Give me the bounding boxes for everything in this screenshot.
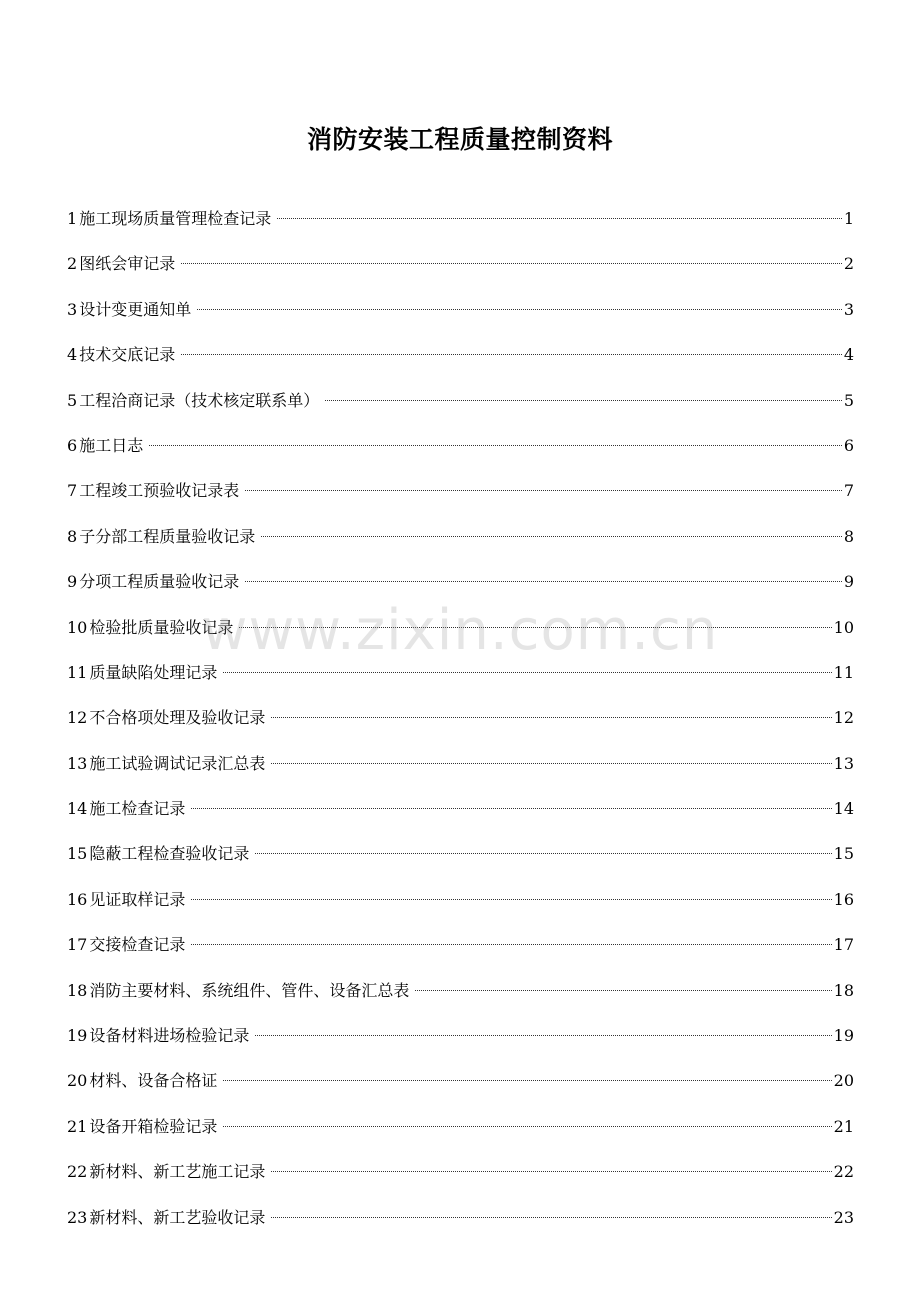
toc-entry[interactable] xyxy=(67,797,854,842)
toc-entry-title: 检验批质量验收记录 xyxy=(89,617,234,637)
toc-page-number: 18 xyxy=(833,980,854,1000)
toc-entry-title: 施工日志 xyxy=(79,435,144,455)
toc-dot-leader xyxy=(277,218,842,219)
toc-dot-leader xyxy=(415,990,831,991)
toc-entry-title: 消防主要材料、系统组件、管件、设备汇总表 xyxy=(89,980,410,1000)
toc-entry-title: 质量缺陷处理记录 xyxy=(89,662,218,682)
toc-page-number: 8 xyxy=(843,526,854,546)
toc-dot-leader xyxy=(245,490,842,491)
toc-entry-title: 技术交底记录 xyxy=(79,345,176,365)
toc-page-number: 21 xyxy=(833,1116,854,1136)
toc-entry-number: 12 xyxy=(67,708,88,728)
toc-entry[interactable] xyxy=(67,479,854,524)
toc-page-number: 14 xyxy=(833,799,854,819)
toc-entry-title: 子分部工程质量验收记录 xyxy=(79,526,256,546)
toc-dot-leader xyxy=(271,717,831,718)
toc-dot-leader xyxy=(149,445,842,446)
toc-dot-leader xyxy=(223,1126,831,1127)
toc-entry-title: 图纸会审记录 xyxy=(79,254,176,274)
toc-entry[interactable] xyxy=(67,207,854,252)
toc-page-number: 17 xyxy=(833,935,854,955)
toc-entry-title: 材料、设备合格证 xyxy=(89,1071,218,1091)
toc-entry[interactable] xyxy=(67,1206,854,1251)
toc-entry[interactable] xyxy=(67,1024,854,1069)
toc-dot-leader xyxy=(255,1035,831,1036)
toc-entry[interactable] xyxy=(67,1160,854,1205)
toc-dot-leader xyxy=(325,400,842,401)
toc-page-number: 9 xyxy=(843,572,854,592)
toc-entry-number: 17 xyxy=(67,935,88,955)
toc-dot-leader xyxy=(191,944,831,945)
toc-entry[interactable] xyxy=(67,252,854,297)
toc-dot-leader xyxy=(181,354,842,355)
toc-page-number: 20 xyxy=(833,1071,854,1091)
toc-entry-number: 8 xyxy=(67,526,78,546)
toc-entry[interactable] xyxy=(67,298,854,343)
toc-page-number: 3 xyxy=(843,299,854,319)
toc-entry-number: 16 xyxy=(67,889,88,909)
toc-entry-number: 1 xyxy=(67,209,78,228)
toc-page-number: 2 xyxy=(843,254,854,274)
toc-entry-title: 见证取样记录 xyxy=(89,889,186,909)
toc-entry-number: 5 xyxy=(67,390,78,410)
toc-entry-title: 工程洽商记录（技术核定联系单） xyxy=(79,390,320,410)
toc-dot-leader xyxy=(261,536,842,537)
toc-page-number: 10 xyxy=(833,617,854,637)
toc-dot-leader xyxy=(271,1217,831,1218)
toc-entry[interactable] xyxy=(67,661,854,706)
toc-entry-title: 施工试验调试记录汇总表 xyxy=(89,753,266,773)
toc-dot-leader xyxy=(191,808,831,809)
toc-page-number: 13 xyxy=(833,753,854,773)
toc-entry[interactable] xyxy=(67,389,854,434)
toc-entry-title: 隐蔽工程检查验收记录 xyxy=(89,844,250,864)
toc-entry[interactable] xyxy=(67,570,854,615)
toc-entry[interactable] xyxy=(67,979,854,1024)
toc-dot-leader xyxy=(223,672,831,673)
toc-entry-number: 23 xyxy=(67,1207,88,1227)
toc-dot-leader xyxy=(223,1080,831,1081)
toc-entry-title: 新材料、新工艺验收记录 xyxy=(89,1207,266,1227)
toc-entry[interactable] xyxy=(67,752,854,797)
toc-entry-number: 22 xyxy=(67,1162,88,1182)
watermark: www.zixin.com.cn xyxy=(201,598,719,663)
table-of-contents xyxy=(67,207,854,1251)
toc-entry-title: 施工现场质量管理检查记录 xyxy=(79,209,272,228)
toc-page-number: 16 xyxy=(833,889,854,909)
toc-dot-leader xyxy=(181,263,842,264)
toc-entry-title: 设备材料进场检验记录 xyxy=(89,1026,250,1046)
toc-entry-title: 交接检查记录 xyxy=(89,935,186,955)
toc-entry-title: 工程竣工预验收记录表 xyxy=(79,481,240,501)
toc-page-number: 22 xyxy=(833,1162,854,1182)
toc-entry[interactable] xyxy=(67,616,854,661)
toc-entry-number: 21 xyxy=(67,1116,88,1136)
toc-dot-leader xyxy=(191,899,831,900)
toc-entry-number: 7 xyxy=(67,481,78,501)
toc-dot-leader xyxy=(271,763,831,764)
toc-page-number: 15 xyxy=(833,844,854,864)
toc-entry[interactable] xyxy=(67,888,854,933)
toc-entry-title: 设备开箱检验记录 xyxy=(89,1116,218,1136)
toc-entry-number: 19 xyxy=(67,1026,88,1046)
toc-entry[interactable] xyxy=(67,842,854,887)
toc-entry-title: 设计变更通知单 xyxy=(79,299,192,319)
toc-dot-leader xyxy=(245,581,842,582)
toc-entry-number: 13 xyxy=(67,753,88,773)
toc-dot-leader xyxy=(255,853,831,854)
toc-dot-leader xyxy=(197,309,842,310)
toc-dot-leader xyxy=(271,1171,831,1172)
toc-entry[interactable] xyxy=(67,706,854,751)
toc-page-number: 23 xyxy=(833,1207,854,1227)
toc-entry[interactable] xyxy=(67,933,854,978)
toc-page-number: 1 xyxy=(843,209,854,228)
toc-page-number: 6 xyxy=(843,435,854,455)
toc-entry-number: 4 xyxy=(67,345,78,365)
toc-entry-number: 15 xyxy=(67,844,88,864)
toc-entry[interactable] xyxy=(67,525,854,570)
toc-entry-number: 20 xyxy=(67,1071,88,1091)
toc-entry-number: 18 xyxy=(67,980,88,1000)
toc-entry-title: 分项工程质量验收记录 xyxy=(79,572,240,592)
toc-entry[interactable] xyxy=(67,1115,854,1160)
document-title: 消防安装工程质量控制资料 xyxy=(306,124,613,154)
toc-entry-number: 6 xyxy=(67,435,78,455)
toc-entry-number: 2 xyxy=(67,254,78,274)
toc-entry[interactable] xyxy=(67,343,854,388)
toc-page-number: 5 xyxy=(843,390,854,410)
toc-entry-number: 14 xyxy=(67,799,88,819)
toc-page-number: 11 xyxy=(833,662,854,682)
toc-entry-title: 新材料、新工艺施工记录 xyxy=(89,1162,266,1182)
toc-entry-number: 9 xyxy=(67,572,78,592)
toc-page-number: 4 xyxy=(843,345,854,365)
toc-page-number: 19 xyxy=(833,1026,854,1046)
toc-entry-number: 3 xyxy=(67,299,78,319)
toc-entry[interactable] xyxy=(67,1069,854,1114)
toc-entry-number: 11 xyxy=(67,662,88,682)
toc-page-number: 12 xyxy=(833,708,854,728)
toc-entry-title: 施工检查记录 xyxy=(89,799,186,819)
toc-dot-leader xyxy=(239,627,831,628)
toc-entry[interactable] xyxy=(67,434,854,479)
toc-page-number: 7 xyxy=(843,481,854,501)
toc-entry-number: 10 xyxy=(67,617,88,637)
toc-entry-title: 不合格项处理及验收记录 xyxy=(89,708,266,728)
